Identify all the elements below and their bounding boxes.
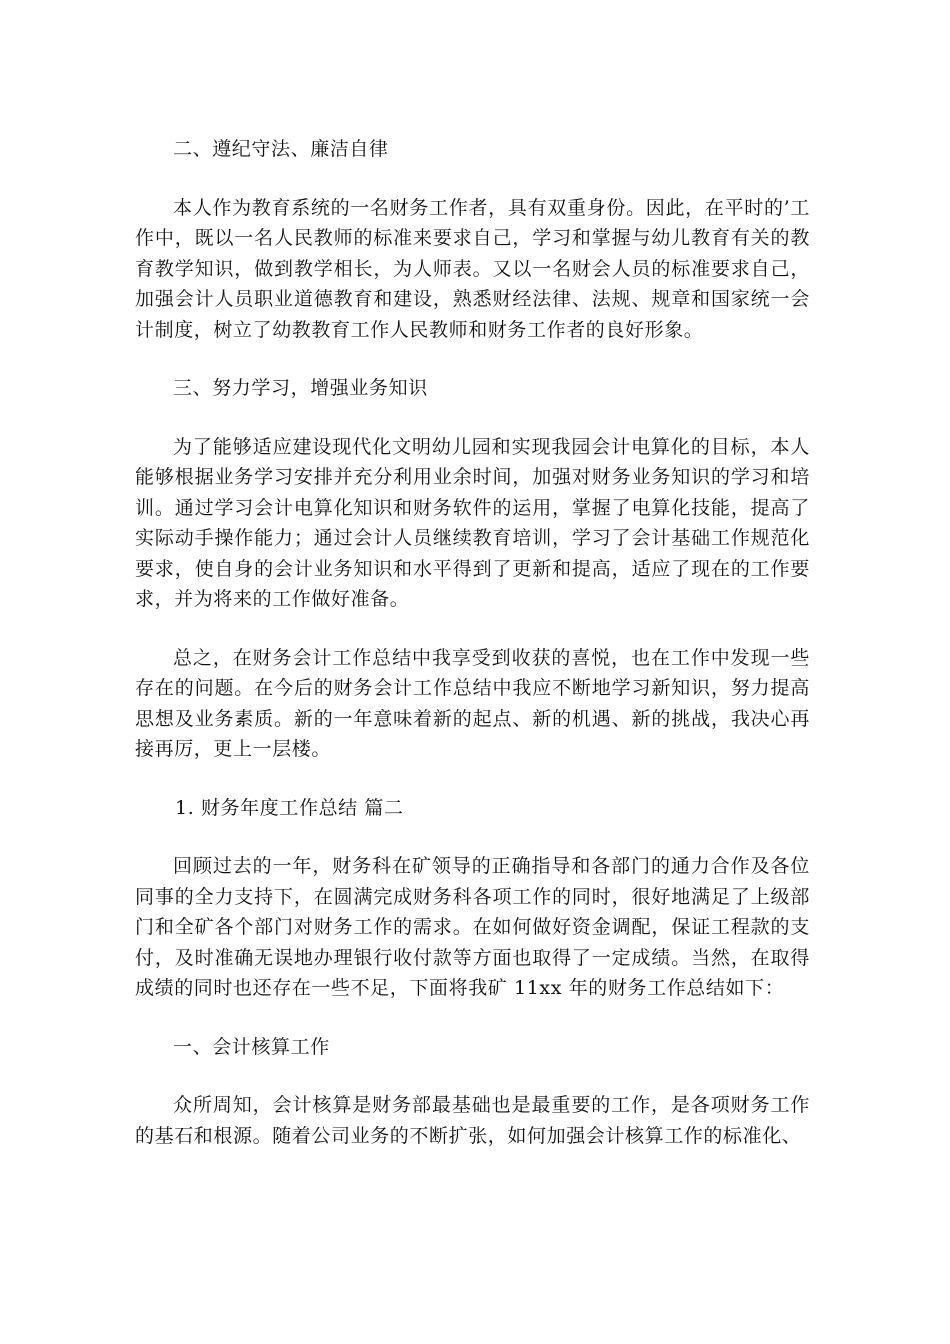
paragraph-accounting: 众所周知，会计核算是财务部最基础也是最重要的工作，是各项财务工作的基石和根源。随着公司业务的不断扩张，如何加强会计核算工作的标准化、 — [135, 1094, 810, 1147]
section-heading-study: 三、努力学习，增强业务知识 — [173, 377, 428, 399]
section-heading-accounting: 一、会计核算工作 — [173, 1035, 330, 1058]
document-body — [135, 134, 810, 1151]
section-heading-part2: 1. 财务年度工作总结 篇二 — [175, 796, 404, 819]
paragraph-discipline: 本人作为教育系统的一名财务工作者，具有双重身份。因此，在平时的’工作中，既以一名人民教师的标准来要求自己，学习和掌握与幼儿教育有关的教育教学知识，做到教学相长，为人师表。又以一名财会人员的标准要求自己，加强会计人员职业道德教育和建设，熟悉财经法律、法规、规章和国家统一会计制度，树立了幼教教育工作人民教师和财务工作者的良好形象。 — [135, 196, 810, 341]
paragraph-study: 为了能够适应建设现代化文明幼儿园和实现我园会计电算化的目标，本人能够根据业务学习安排并充分利用业余时间，加强对财务业务知识的学习和培训。通过学习会计电算化知识和财务软件的运用，掌握了电算化技能，提高了实际动手操作能力；通过会计人员继续教育培训，学习了会计基础工作规范化要求，使自身的会计业务知识和水平得到了更新和提高，适应了现在的工作要求，并为将来的工作做好准备。 — [135, 435, 810, 610]
section-heading-discipline: 二、遵纪守法、廉洁自律 — [173, 138, 389, 160]
paragraph-summary: 总之，在财务会计工作总结中我享受到收获的喜悦，也在工作中发现一些存在的问题。在今后的财务会计工作总结中我应不断地学习新知识，努力提高思想及业务素质。新的一年意味着新的起点、新的机遇、新的挑战，我决心再接再厉，更上一层楼。 — [135, 646, 810, 760]
paragraph-review: 回顾过去的一年，财务科在矿领导的正确指导和各部门的通力合作及各位同事的全力支持下，在圆满完成财务科各项工作的同时，很好地满足了上级部门和全矿各个部门对财务工作的需求。在如何做好资金调配，保证工程款的支付，及时准确无误地办理银行收付款等方面也取得了一定成绩。当然，在取得成绩的同时也还存在一些不足，下面将我矿 11xx 年的财务工作总结如下： — [135, 855, 810, 999]
